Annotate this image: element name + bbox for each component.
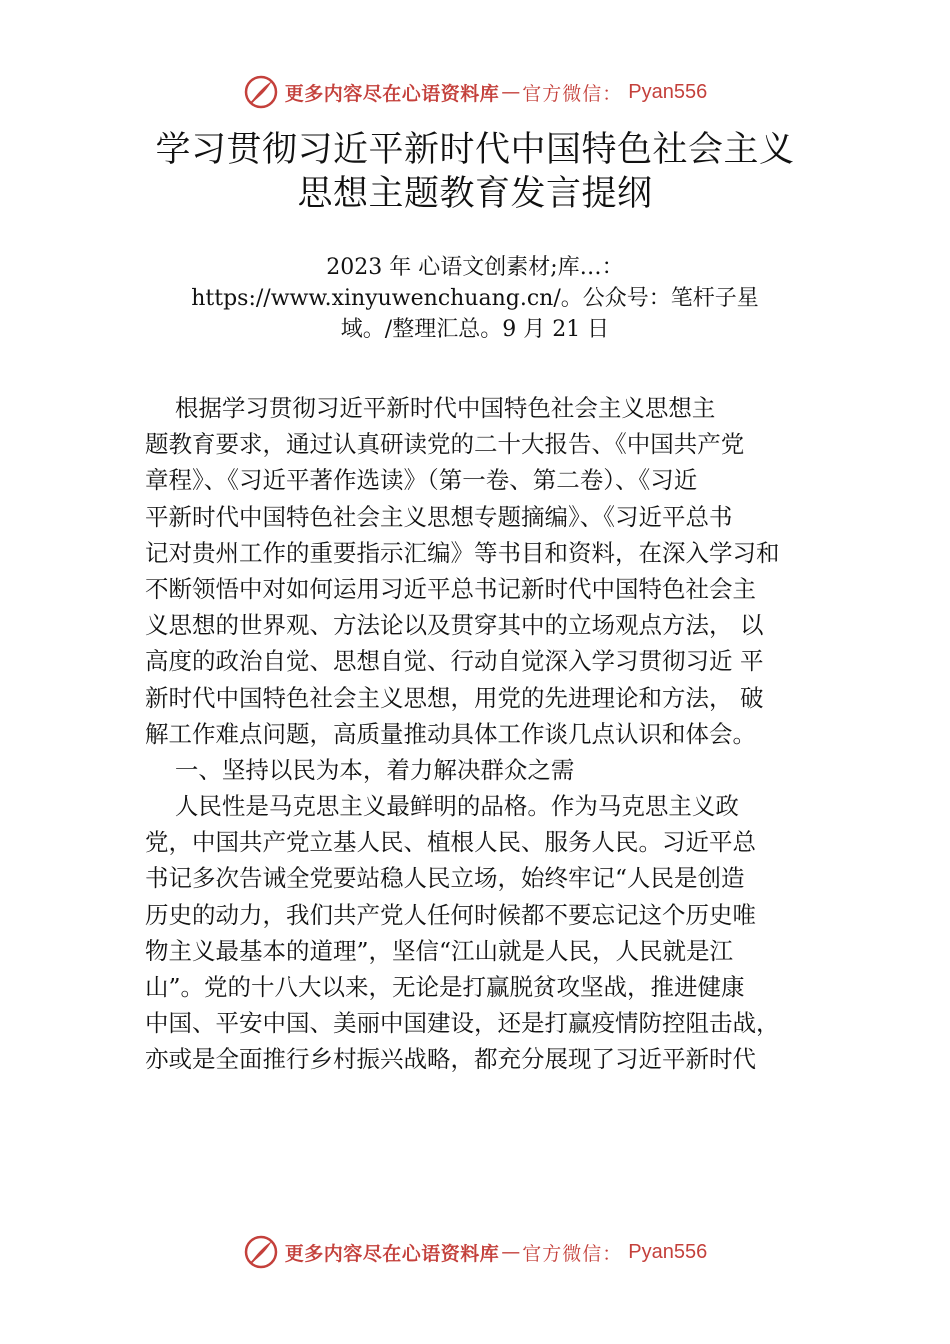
section-heading: 一、坚持以民为本，着力解决群众之需	[145, 755, 575, 784]
watermark-separator: —	[501, 1241, 521, 1263]
watermark-footer	[0, 1232, 950, 1272]
body-line: 章程》、《习近平著作选读》（第一卷、第二卷）、《习近	[145, 466, 698, 495]
body-line: 亦或是全面推行乡村振兴战略，都充分展现了习近平新时代	[145, 1045, 756, 1074]
watermark-text: 更多内容尽在心语资料库	[284, 1242, 500, 1265]
body-line: 题教育要求，通过认真研读党的二十大报告、《中国共产党	[145, 430, 745, 459]
body-line: 党，中国共产党立基人民、植根人民、服务人民。习近平总	[145, 828, 756, 857]
watermark-separator: —	[501, 81, 521, 103]
body-line: 义思想的世界观、方法论以及贯穿其中的立场观点方法， 以	[145, 611, 764, 640]
body-line: 记对贵州工作的重要指示汇编》等书目和资料，在深入学习和	[145, 538, 780, 567]
title-line: 思想主题教育发言提纲	[297, 174, 653, 214]
body-line: 不断领悟中对如何运用习近平总书记新时代中国特色社会主	[145, 574, 756, 603]
document-title	[0, 128, 950, 216]
body-line: 高度的政治自觉、思想自觉、行动自觉深入学习贯彻习近 平	[145, 647, 764, 676]
body-line: 人民性是马克思主义最鲜明的品格。作为马克思主义政	[145, 792, 739, 821]
watermark-wechat-label: 官方微信：	[522, 82, 623, 105]
watermark-wechat-id: Pyan556	[628, 1240, 708, 1263]
watermark-wechat-id: Pyan556	[628, 80, 708, 103]
meta-line: 2023 年 心语文创素材;库…：	[326, 255, 624, 280]
body-line: 根据学习贯彻习近平新时代中国特色社会主义思想主	[145, 394, 716, 422]
document-meta	[0, 252, 950, 345]
body-line: 历史的动力，我们共产党人任何时候都不要忘记这个历史唯	[145, 900, 756, 929]
quill-logo-icon	[243, 74, 279, 110]
body-line: 中国、平安中国、美丽中国建设，还是打赢疫情防控阻击战，	[145, 1009, 780, 1038]
document-body	[145, 390, 835, 1078]
body-line: 物主义最基本的道理”，坚信“江山就是人民，人民就是江	[145, 936, 734, 965]
watermark-header	[0, 72, 950, 112]
watermark-text: 更多内容尽在心语资料库	[284, 82, 500, 105]
quill-logo-icon	[243, 1234, 279, 1270]
body-line: 山”。党的十八大以来，无论是打赢脱贫攻坚战，推进健康	[145, 973, 745, 1001]
meta-line: 域。/整理汇总。9 月 21 日	[340, 317, 610, 342]
title-line: 学习贯彻习近平新时代中国特色社会主义	[155, 130, 795, 170]
meta-line: https://www.xinyuwenchuang.cn/。公众号：笔杆子星	[191, 286, 759, 311]
body-line: 书记多次告诫全党要站稳人民立场，始终牢记“人民是创造	[145, 864, 745, 893]
watermark-wechat-label: 官方微信：	[522, 1242, 623, 1265]
body-line: 解工作难点问题，高质量推动具体工作谈几点认识和体会。	[145, 719, 756, 748]
body-line: 新时代中国特色社会主义思想，用党的先进理论和方法， 破	[145, 683, 764, 712]
body-line: 平新时代中国特色社会主义思想专题摘编》、《习近平总书	[145, 502, 733, 531]
